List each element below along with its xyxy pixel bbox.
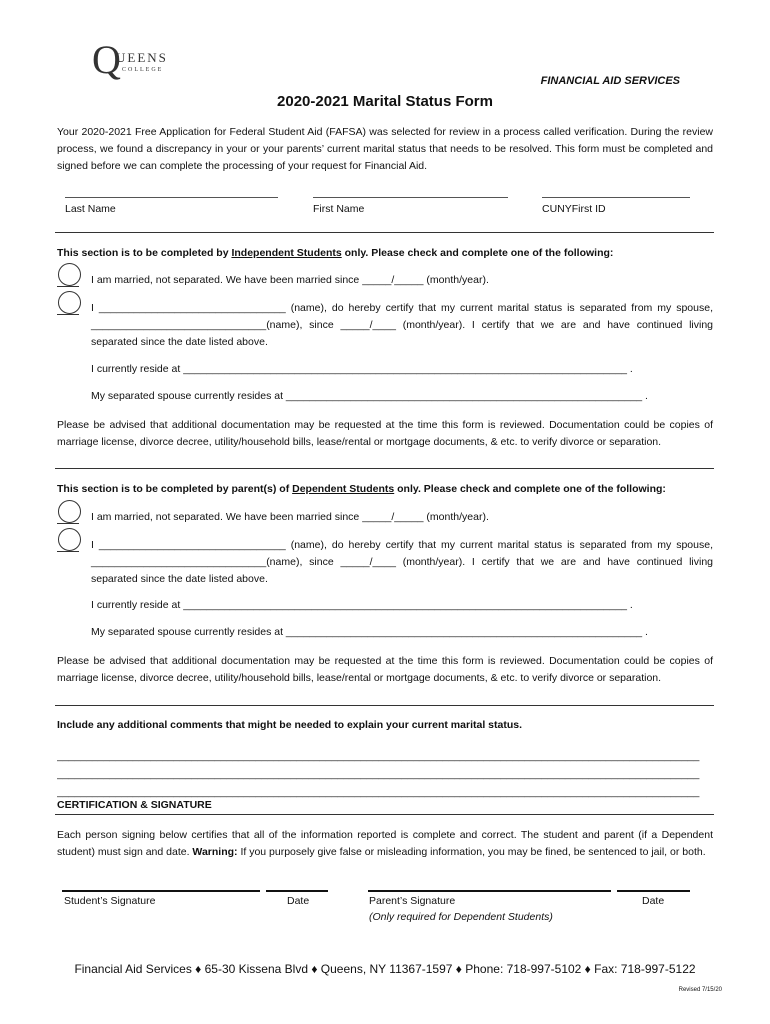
page-title: 2020-2021 Marital Status Form — [277, 93, 493, 110]
independent-separated-checkbox[interactable] — [58, 291, 81, 314]
comment-line-3[interactable]: ______________________________________________________________________________________________________________ — [57, 786, 700, 798]
independent-married-option: I am married, not separated. We have been married since _____/_____ (month/year). — [91, 274, 489, 286]
student-signature-line[interactable] — [62, 890, 260, 892]
intro-paragraph: Your 2020-2021 Free Application for Federal Student Aid (FAFSA) was selected for review in a process called verification. During the review process, we found a discrepancy in your or your parents’ current marital status that needs to be resolved. This form must be completed and signed before we can complete the processing of your request for Financial Aid. — [57, 126, 713, 172]
independent-married-checkbox[interactable] — [58, 263, 81, 286]
dependent-reside-field: I currently reside at ____________________________________________________________________________ . — [91, 599, 633, 611]
department-label: FINANCIAL AID SERVICES — [540, 75, 680, 87]
cunyfirst-label: CUNYFirst ID — [542, 203, 606, 215]
parent-signature-line[interactable] — [368, 890, 611, 892]
dependent-married-checkbox[interactable] — [58, 500, 81, 523]
dependent-advisory: Please be advised that additional documentation may be requested at the time this form is reviewed. Documentation could be copies of marriage license, divorce decree, utility/household bills, lease/rental or mortgage documents, & etc. to verify divorce or separation. — [57, 655, 713, 684]
checkbox-underline — [57, 314, 79, 315]
independent-advisory: Please be advised that additional documentation may be requested at the time this form is reviewed. Documentation could be copies of marriage license, divorce decree, utility/household bills, lease/rental or mortgage documents, & etc. to verify divorce or separation. — [57, 419, 713, 448]
comments-prompt: Include any additional comments that might be needed to explain your current marital status. — [57, 719, 523, 731]
certification-heading: CERTIFICATION & SIGNATURE — [57, 799, 212, 811]
parent-signature-label: Parent’s Signature — [369, 895, 456, 907]
footer-address: Financial Aid Services ♦ 65-30 Kissena Blvd ♦ Queens, NY 11367-1597 ♦ Phone: 718-997-5102 ♦ Fax: 718-997-5122 — [74, 962, 696, 976]
divider — [55, 814, 714, 815]
independent-spouse-reside-field: My separated spouse currently resides at _____________________________________________________________ . — [91, 390, 648, 402]
parent-date-label: Date — [642, 895, 665, 907]
student-date-label: Date — [287, 895, 310, 907]
logo-sub: COLLEGE — [122, 67, 164, 73]
revised-date: Revised 7/15/20 — [678, 987, 722, 993]
dependent-married-option: I am married, not separated. We have been married since _____/_____ (month/year). — [91, 511, 489, 523]
dependent-heading: This section is to be completed by parent(s) of Dependent Students only. Please check and complete one of the following: — [57, 483, 666, 495]
divider — [55, 468, 714, 469]
cunyfirst-line — [542, 197, 690, 198]
student-signature-label: Student’s Signature — [64, 895, 156, 907]
last-name-label: Last Name — [65, 203, 116, 215]
comment-line-1[interactable]: ______________________________________________________________________________________________________________ — [57, 750, 700, 762]
dependent-separated-option: I ________________________________ (name), do hereby certify that my current marital status is separated from my spouse, ______________________________(name), since _____/____ (month/year). I certify that we are and have continued living separated since the date listed above. — [91, 539, 713, 585]
dependent-separated-checkbox[interactable] — [58, 528, 81, 551]
independent-reside-field: I currently reside at ____________________________________________________________________________ . — [91, 363, 633, 375]
logo-name: UEENS — [116, 50, 168, 65]
student-date-line[interactable] — [266, 890, 328, 892]
college-logo — [92, 37, 202, 86]
divider — [55, 705, 714, 706]
independent-separated-option: I ________________________________ (name), do hereby certify that my current marital status is separated from my spouse, ______________________________(name), since _____/____ (month/year). I certify that we are and have continued living separated since the date listed above. — [91, 302, 713, 348]
first-name-line — [313, 197, 508, 198]
dependent-spouse-reside-field: My separated spouse currently resides at _____________________________________________________________ . — [91, 626, 648, 638]
checkbox-underline — [57, 286, 79, 287]
first-name-label: First Name — [313, 203, 365, 215]
comment-line-2[interactable]: ______________________________________________________________________________________________________________ — [57, 768, 700, 780]
checkbox-underline — [57, 523, 79, 524]
last-name-line — [65, 197, 278, 198]
parent-date-line[interactable] — [617, 890, 690, 892]
divider — [55, 232, 714, 233]
independent-heading: This section is to be completed by Independent Students only. Please check and complete one of the following: — [57, 247, 614, 259]
parent-note: (Only required for Dependent Students) — [369, 911, 553, 923]
logo-q: Q — [92, 37, 121, 82]
checkbox-underline — [57, 551, 79, 552]
certification-text: Each person signing below certifies that all of the information reported is complete and correct. The student and parent (if a Dependent student) must sign and date. Warning: If you purposely give false or misleading information, you may be fined, be sentenced to jail, or both. — [57, 829, 713, 858]
